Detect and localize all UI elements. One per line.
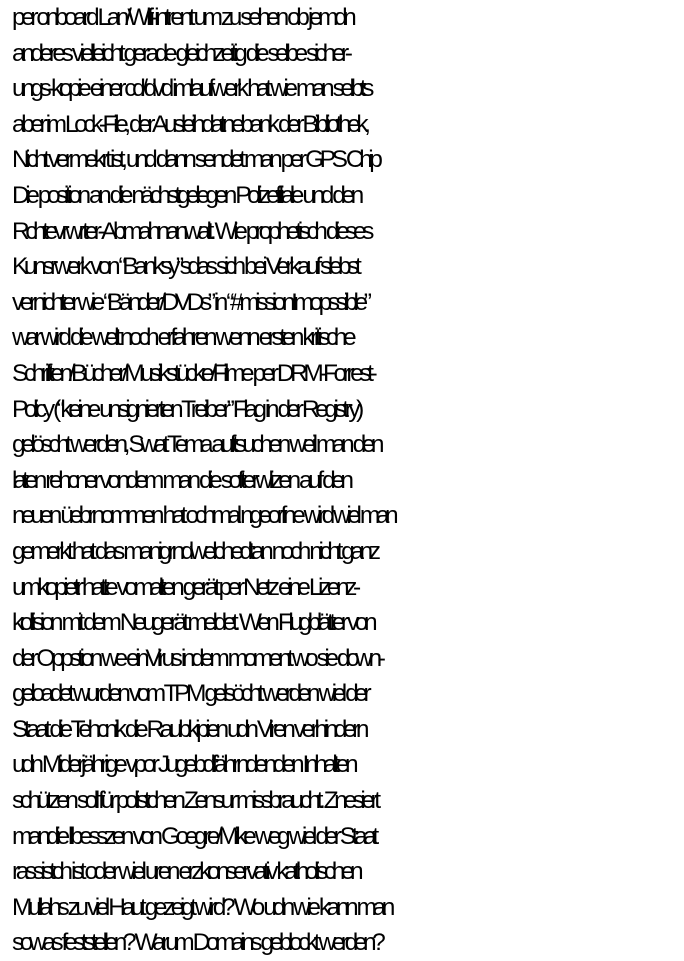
text-line-8: Kunsrwerk von “Banksy”sdas sich bei Verkauf slebst bbox=[12, 253, 358, 281]
text-line-12: Policy (“keine unsignierten Treiber” Flag in der Registry) bbox=[12, 395, 360, 423]
text-line-23: schützen soll für polistchen Zensur missbraucht. Znesiert bbox=[12, 787, 377, 815]
text-line-19: der Oppstion we einVirus indem moment wo sie down- bbox=[12, 644, 382, 672]
text-line-6: Die position an die nächstgelegen Polizefiliale und den bbox=[12, 181, 360, 209]
text-line-5: Nicht vermekrt ist, und dann sendet man per GPS Chip bbox=[12, 146, 379, 174]
text-line-15: neuen üebrnommen hat ochmal ngeorfne wird wiel man bbox=[12, 502, 395, 530]
text-line-22: udn Miderjährige vpor Jugebdfährndenden Inhalten bbox=[12, 751, 355, 779]
text-line-21: Staat die Tehcnik die Raubkipien udn Viren verhindern bbox=[12, 715, 365, 743]
text-line-18: kollision mit dem Neugerät meldet. Wen Flugblätter von bbox=[12, 609, 374, 637]
text-line-26: Mullahs zu viel Haut gezeigt wird? Wo udn wie kann man bbox=[12, 893, 391, 921]
text-line-9: vernichter wie “Bänder/DVDs” in “#missionImopssible” bbox=[12, 288, 368, 316]
text-line-1: per onboard Lan/Wifi-intrent um zu sehen ob jemdn bbox=[12, 4, 353, 31]
text-line-20: geloadet wurden vom TPM gelsöcht werden wiel der bbox=[12, 680, 368, 708]
text-line-17: umkopietr hatte vomalten gerät per Netz eine Lizenz- bbox=[12, 573, 357, 601]
text-line-27: sowas feststellen? Warum Domains geblockt werden? bbox=[12, 929, 382, 957]
text-line-11: Schriften/Bücher/Musikstücke/Filme per DRM-Forrest- bbox=[12, 359, 374, 387]
text-line-7: Rchtevrwrter-Abmahnanwalt. Wie prophetisch dieses bbox=[12, 217, 370, 245]
text-line-14: laten rehcner vondem man die softerwlizen auf den bbox=[12, 466, 350, 494]
text-line-25: rassistch ist oder wiel uren erzkonservativ katholischen bbox=[12, 858, 360, 886]
body-text bbox=[12, 0, 684, 961]
text-line-16: gemerkt hat das manigrndwelchedtan noch nicht ganz bbox=[12, 537, 377, 565]
text-line-2: anderes vielleicht gerade gleichzeitig die selbe sicher- bbox=[12, 39, 349, 67]
text-line-13: gelöscht werden, Swat Tema auftsuchen weil man den bbox=[12, 431, 381, 459]
text-line-3: ungs-kopie einer cd/dvd imlaufwerk hat wie man selbts bbox=[12, 75, 370, 103]
text-line-10: war wird die welt noch erfahren wenn ersten kritische bbox=[12, 324, 353, 352]
text-line-4: aber im Lock-File, der Ausleihdatnebank der Bibliothek, bbox=[12, 110, 367, 138]
text-line-24: mandie llbesszen von Goegre/Mike weg wiel der Staat bbox=[12, 822, 375, 850]
